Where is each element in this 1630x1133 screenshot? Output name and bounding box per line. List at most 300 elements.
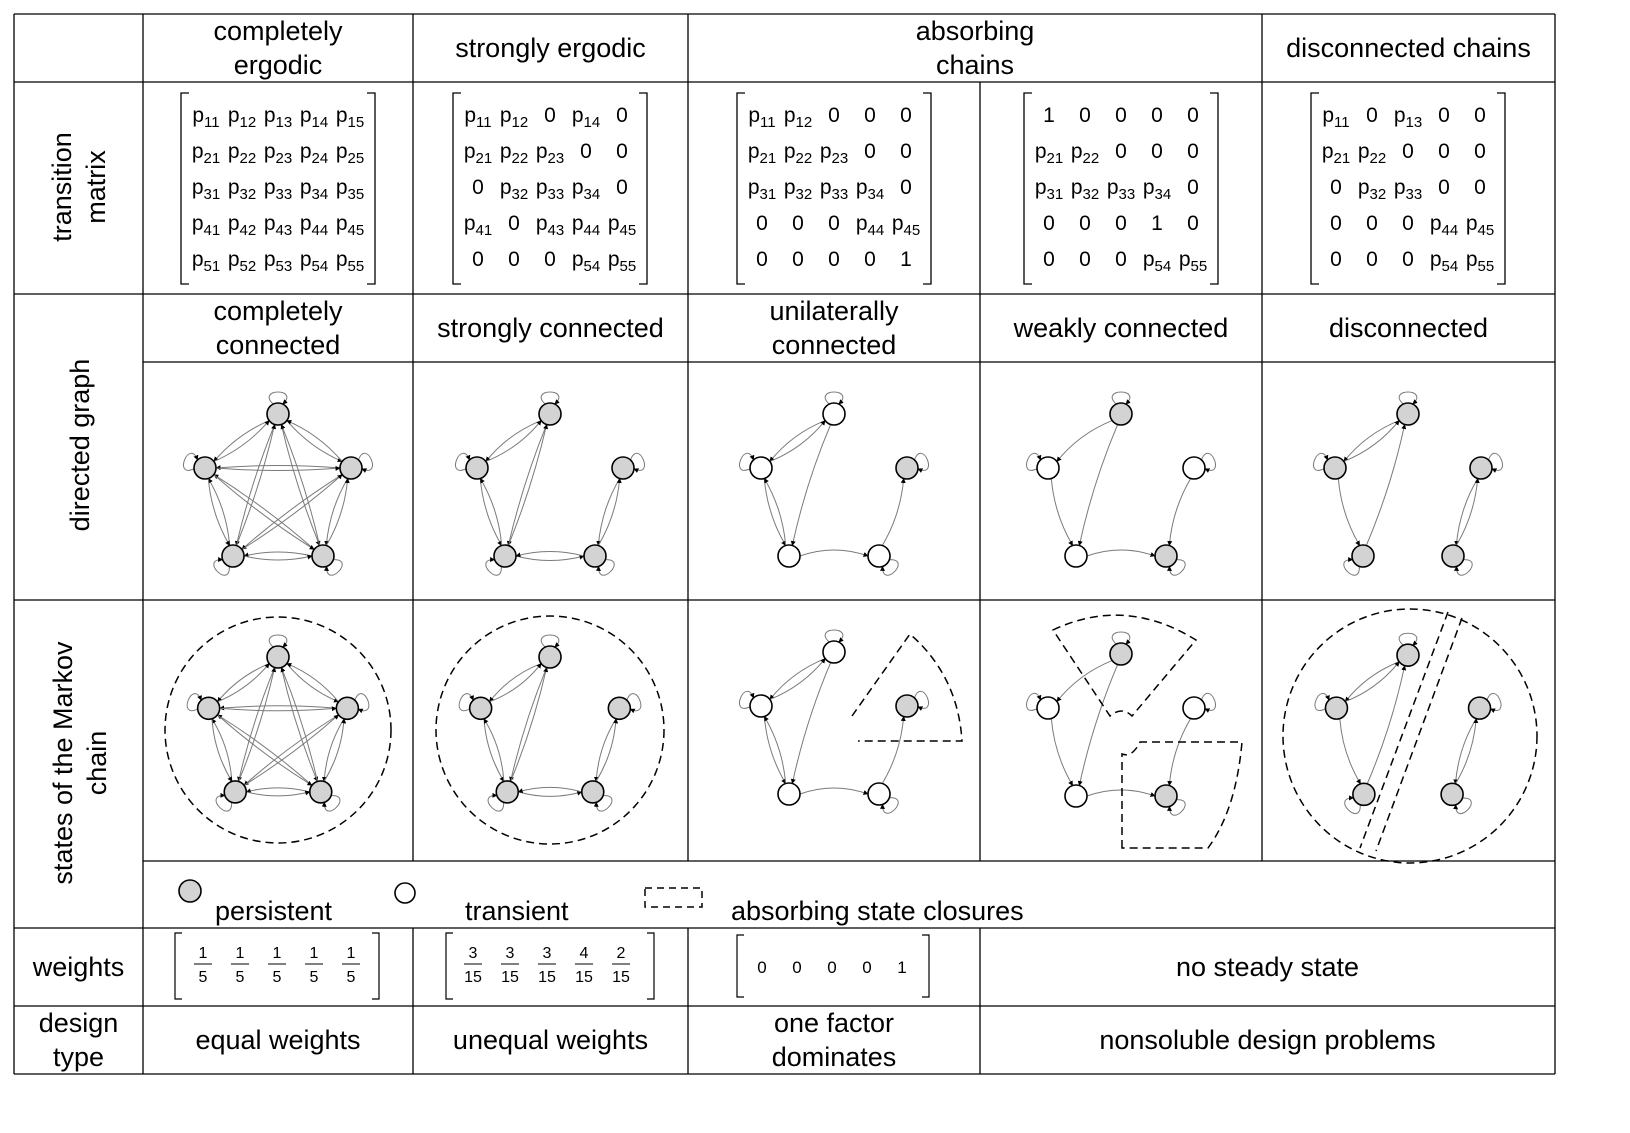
weights-unequal <box>446 933 654 999</box>
matrix-entry: 1 <box>900 248 912 271</box>
persistent-state-node <box>896 695 918 717</box>
edge-arrow <box>480 478 501 545</box>
matrix-entry: 1 <box>1151 212 1163 235</box>
edge-arrow <box>1051 718 1072 785</box>
weight-numerator: 1 <box>235 945 245 962</box>
edge-arrow <box>770 659 825 700</box>
persistent-state-node <box>222 545 244 567</box>
matrix-entry: $p_{14}$ <box>571 104 601 131</box>
edge-arrow <box>1079 664 1117 785</box>
legend-persistent-icon <box>179 880 201 902</box>
weight-numerator: 4 <box>579 945 589 962</box>
state-graph <box>1314 392 1503 575</box>
persistent-state-node <box>1352 545 1374 567</box>
matrix-bracket-left <box>737 93 745 284</box>
matrix-entry: $p_{21}$ <box>1034 140 1064 167</box>
matrix-entry: 0 <box>1115 104 1127 127</box>
transient-state-node <box>1183 697 1205 719</box>
transient-state-node <box>778 783 800 805</box>
edge-arrow <box>287 664 339 702</box>
matrix-entry: $p_{15}$ <box>335 104 365 131</box>
weight-value: 1 <box>897 958 907 977</box>
matrix-entry: 0 <box>1115 248 1127 271</box>
design-one-factor-dominates: one factor dominates <box>771 1008 897 1072</box>
header-completely-ergodic: completely ergodic <box>213 16 343 80</box>
matrix-entry: $p_{55}$ <box>1465 248 1495 275</box>
weight-denominator: 15 <box>501 969 519 986</box>
persistent-state-node <box>1470 457 1492 479</box>
matrix-entry: $p_{31}$ <box>1034 176 1064 203</box>
transient-state-node <box>1037 457 1059 479</box>
weights-absorbing <box>737 935 929 997</box>
edge-arrow <box>508 424 546 545</box>
edge-arrow <box>208 478 229 545</box>
state-graph <box>436 616 664 844</box>
edge-arrow <box>1087 790 1155 796</box>
edge-arrow <box>287 664 339 702</box>
edge-arrow <box>882 716 903 783</box>
matrix-entry: $p_{23}$ <box>535 140 565 167</box>
edge-arrow <box>281 424 319 545</box>
matrix-entry: $p_{41}$ <box>191 212 221 239</box>
matrix-entry: 0 <box>864 248 876 271</box>
matrix-entry: 0 <box>1402 248 1414 271</box>
weight-bracket-left <box>175 933 182 999</box>
weights-equal <box>175 933 379 999</box>
matrix-entry: 0 <box>792 212 804 235</box>
matrix-entry: 0 <box>864 104 876 127</box>
legend-transient-icon <box>395 883 415 903</box>
matrix-bracket-right <box>923 93 931 284</box>
persistent-state-node <box>1110 643 1132 665</box>
weight-vectors <box>175 933 929 999</box>
matrix-entry: 0 <box>1151 104 1163 127</box>
matrix-entry: 0 <box>1366 212 1378 235</box>
matrix-entry: 0 <box>1330 176 1342 199</box>
edge-arrow <box>1087 550 1155 556</box>
matrix-entry: $p_{44}$ <box>855 212 885 239</box>
matrix-bracket-left <box>181 93 189 284</box>
edge-arrow <box>246 788 310 792</box>
matrix-entry: $p_{21}$ <box>747 140 777 167</box>
matrix-entry: $p_{12}$ <box>227 104 257 131</box>
edge-arrow <box>208 478 229 545</box>
weight-denominator: 15 <box>575 969 593 986</box>
edge-arrow <box>326 478 347 545</box>
weight-value: 0 <box>862 958 872 977</box>
edge-arrow <box>882 478 903 545</box>
matrix-entry: 0 <box>1115 212 1127 235</box>
edge-arrow <box>598 478 619 545</box>
persistent-state-node <box>1353 783 1375 805</box>
state-graph <box>165 617 391 843</box>
edge-arrow <box>236 424 274 545</box>
edge-arrow <box>764 716 785 783</box>
matrix-entry: 0 <box>1330 212 1342 235</box>
transient-state-node <box>1183 457 1205 479</box>
matrix-entry: $p_{11}$ <box>1322 104 1350 131</box>
matrix-entry: $p_{21}$ <box>191 140 221 167</box>
matrix-entry: 0 <box>1438 140 1450 163</box>
weight-numerator: 1 <box>198 945 208 962</box>
edge-arrow <box>220 708 337 711</box>
persistent-state-node <box>1397 403 1419 425</box>
matrix-entry: $p_{51}$ <box>191 248 221 275</box>
matrix-entry: 0 <box>900 104 912 127</box>
edge-arrow <box>281 424 319 545</box>
transient-state-node <box>750 457 772 479</box>
matrix-entry: 1 <box>1043 104 1055 127</box>
matrix-entry: 0 <box>1079 212 1091 235</box>
design-unequal-weights: unequal weights <box>452 1025 649 1055</box>
matrix-bracket-left <box>453 93 461 284</box>
matrix-entry: 0 <box>616 176 628 199</box>
absorbing-closure <box>852 634 962 741</box>
matrix-entry: $p_{22}$ <box>1070 140 1100 167</box>
matrix-entry: $p_{24}$ <box>299 140 329 167</box>
transient-state-node <box>823 403 845 425</box>
edge-arrow <box>770 421 825 462</box>
weight-numerator: 1 <box>346 945 356 962</box>
weight-numerator: 3 <box>505 945 515 962</box>
edge-arrow <box>770 421 825 462</box>
edge-arrow <box>217 664 269 702</box>
matrix-entry: 0 <box>508 248 520 271</box>
matrix-entry: $p_{33}$ <box>1393 176 1423 203</box>
persistent-state-node <box>1442 545 1464 567</box>
matrix-entry: $p_{33}$ <box>1106 176 1136 203</box>
matrix-entry: 0 <box>472 176 484 199</box>
edge-arrow <box>1169 478 1190 545</box>
matrix-entry: 0 <box>1043 212 1055 235</box>
matrix-bracket-right <box>1497 93 1505 284</box>
subheader-unilaterally-connected: unilaterally connected <box>769 296 899 360</box>
matrix-bracket-right <box>1210 93 1218 284</box>
edge-arrow <box>518 792 582 797</box>
matrix-entry: $p_{32}$ <box>783 176 813 203</box>
matrix-entry: $p_{52}$ <box>227 248 257 275</box>
matrix-entry: 0 <box>900 176 912 199</box>
matrix-entry: 0 <box>1438 104 1450 127</box>
persistent-state-node <box>496 781 518 803</box>
persistent-state-node <box>612 457 634 479</box>
weight-denominator: 5 <box>198 969 208 986</box>
edge-arrow <box>1455 719 1476 784</box>
edge-arrow <box>1169 718 1190 785</box>
matrix-entry: 0 <box>864 140 876 163</box>
transition-matrices <box>181 93 1505 284</box>
edge-arrow <box>764 478 785 545</box>
edge-arrow <box>1057 661 1112 702</box>
matrix-entry: 0 <box>472 248 484 271</box>
subheader-weakly-connected: weakly connected <box>1013 313 1229 343</box>
matrix-entry: 0 <box>1366 248 1378 271</box>
edge-arrow <box>508 424 546 545</box>
persistent-state-node <box>267 403 289 425</box>
transition-matrix <box>181 93 375 284</box>
persistent-state-node <box>1324 457 1346 479</box>
matrix-bracket-right <box>367 93 375 284</box>
persistent-state-node <box>224 781 246 803</box>
design-nonsoluble: nonsoluble design problems <box>1099 1025 1436 1055</box>
edge-arrow <box>516 552 584 557</box>
transient-state-node <box>1037 697 1059 719</box>
matrix-entry: 0 <box>544 248 556 271</box>
matrix-entry: 0 <box>1043 248 1055 271</box>
edge-arrow <box>1344 421 1399 462</box>
weight-denominator: 5 <box>346 969 356 986</box>
header-strongly-ergodic: strongly ergodic <box>455 33 646 63</box>
matrix-entry: $p_{21}$ <box>1321 140 1351 167</box>
matrix-entry: 0 <box>1366 104 1378 127</box>
persistent-state-node <box>1155 545 1177 567</box>
matrix-entry: $p_{11}$ <box>748 104 776 131</box>
matrix-entry: 0 <box>1079 248 1091 271</box>
matrix-entry: $p_{21}$ <box>463 140 493 167</box>
matrix-entry: $p_{45}$ <box>891 212 921 239</box>
edge-arrow <box>596 719 616 782</box>
matrix-entry: $p_{34}$ <box>1142 176 1172 203</box>
state-graph <box>456 392 645 575</box>
edge-arrow <box>518 787 582 792</box>
edge-arrow <box>764 716 785 783</box>
edge-arrow <box>220 706 337 709</box>
edge-arrow <box>486 421 541 462</box>
matrix-entry: $p_{22}$ <box>499 140 529 167</box>
edge-arrow <box>1345 662 1399 702</box>
matrix-entry: 0 <box>1187 140 1199 163</box>
design-equal-weights: equal weights <box>195 1025 361 1055</box>
matrix-entry: $p_{54}$ <box>299 248 329 275</box>
edge-arrow <box>792 662 830 783</box>
legend-symbols <box>179 880 702 907</box>
matrix-entry: $p_{33}$ <box>263 176 293 203</box>
matrix-entry: $p_{44}$ <box>299 212 329 239</box>
matrix-entry: $p_{53}$ <box>263 248 293 275</box>
transient-state-node <box>778 545 800 567</box>
persistent-state-node <box>608 697 630 719</box>
matrix-bracket-right <box>639 93 647 284</box>
matrix-entry: $p_{22}$ <box>783 140 813 167</box>
edge-arrow <box>287 421 342 462</box>
edge-arrow <box>1340 719 1361 784</box>
persistent-state-node <box>312 545 334 567</box>
edge-arrow <box>489 664 541 702</box>
persistent-state-node <box>1155 785 1177 807</box>
state-graph <box>1283 609 1537 863</box>
edge-arrow <box>1345 662 1399 702</box>
transition-matrix <box>1311 93 1505 284</box>
persistent-state-node <box>1469 697 1491 719</box>
matrix-entry: 0 <box>1474 140 1486 163</box>
edge-arrow <box>214 421 269 462</box>
matrix-entry: 0 <box>1474 176 1486 199</box>
persistent-state-node <box>466 457 488 479</box>
matrix-entry: $p_{35}$ <box>335 176 365 203</box>
matrix-entry: $p_{44}$ <box>571 212 601 239</box>
subheader-disconnected: disconnected <box>1328 313 1489 343</box>
weight-denominator: 5 <box>272 969 282 986</box>
matrix-entry: $p_{34}$ <box>299 176 329 203</box>
weight-bracket-right <box>372 933 379 999</box>
absorbing-closure <box>1122 742 1242 848</box>
matrix-entry: $p_{42}$ <box>227 212 257 239</box>
matrix-entry: $p_{54}$ <box>1429 248 1459 275</box>
matrix-entry: 0 <box>1402 140 1414 163</box>
matrix-entry: 0 <box>616 104 628 127</box>
transition-matrix <box>1024 93 1218 284</box>
absorbing-closure <box>1053 615 1196 716</box>
legend-absorbing-icon <box>645 888 702 907</box>
weight-bracket-right <box>922 935 929 997</box>
edge-arrow <box>800 788 868 794</box>
transient-state-node <box>750 695 772 717</box>
persistent-state-node <box>470 697 492 719</box>
edge-arrow <box>1366 424 1404 545</box>
matrix-entry: $p_{31}$ <box>747 176 777 203</box>
matrix-entry: $p_{33}$ <box>819 176 849 203</box>
edge-arrow <box>1455 719 1476 784</box>
rowlabel-directed-graph: directed graph <box>65 358 95 532</box>
persistent-state-node <box>198 697 220 719</box>
weights-no-steady-state: no steady state <box>1175 952 1360 982</box>
matrix-entry: $p_{54}$ <box>1142 248 1172 275</box>
matrix-entry: 0 <box>900 140 912 163</box>
edge-arrow <box>770 659 825 700</box>
transient-state-node <box>868 545 890 567</box>
weight-bracket-left <box>737 935 744 997</box>
edge-arrow <box>244 552 312 556</box>
transition-matrix <box>453 93 647 284</box>
matrix-entry: $p_{23}$ <box>263 140 293 167</box>
matrix-entry: $p_{44}$ <box>1429 212 1459 239</box>
state-graph <box>1027 615 1242 848</box>
matrix-entry: $p_{43}$ <box>535 212 565 239</box>
edge-arrow <box>1456 478 1477 545</box>
edge-arrow <box>511 667 547 781</box>
matrix-entry: $p_{55}$ <box>607 248 637 275</box>
matrix-entry: $p_{32}$ <box>1357 176 1387 203</box>
rowlabel-transition-matrix: transition matrix <box>47 132 111 242</box>
edge-arrow <box>244 556 312 560</box>
matrix-entry: $p_{55}$ <box>335 248 365 275</box>
state-graph <box>184 392 373 575</box>
edge-arrow <box>511 667 547 781</box>
edge-arrow <box>287 421 342 462</box>
matrix-entry: $p_{55}$ <box>1178 248 1208 275</box>
matrix-entry: 0 <box>508 212 520 235</box>
edge-arrow <box>1367 666 1404 784</box>
edge-arrow <box>1338 478 1359 545</box>
matrix-entry: $p_{23}$ <box>819 140 849 167</box>
edge-arrow <box>792 424 830 545</box>
matrix-entry: 0 <box>1079 104 1091 127</box>
matrix-entry: 0 <box>1151 140 1163 163</box>
rowlabel-weights: weights <box>32 952 125 982</box>
transition-matrix <box>737 93 931 284</box>
weight-numerator: 2 <box>616 945 626 962</box>
matrix-bracket-left <box>1024 93 1032 284</box>
matrix-entry: 0 <box>1187 104 1199 127</box>
legend-absorbing-label: absorbing state closures <box>731 896 1024 926</box>
edge-arrow <box>598 478 619 545</box>
edge-arrow <box>1079 424 1117 545</box>
weight-denominator: 15 <box>538 969 556 986</box>
matrix-entry: 0 <box>756 248 768 271</box>
matrix-entry: $p_{22}$ <box>227 140 257 167</box>
subheader-completely-connected: completely connected <box>213 296 343 360</box>
matrix-entry: 0 <box>1330 248 1342 271</box>
edge-arrow <box>212 719 232 782</box>
state-graph <box>740 392 929 575</box>
matrix-entry: 0 <box>1438 176 1450 199</box>
matrix-entry: $p_{54}$ <box>571 248 601 275</box>
matrix-entry: 0 <box>1187 176 1199 199</box>
edge-arrow <box>489 664 541 702</box>
edge-arrow <box>216 468 340 471</box>
legend-transient-label: transient <box>465 896 569 926</box>
matrix-entry: $p_{13}$ <box>1393 104 1423 131</box>
persistent-state-node <box>494 545 516 567</box>
matrix-entry: $p_{41}$ <box>463 212 493 239</box>
persistent-state-node <box>896 457 918 479</box>
rowlabel-design-type: design type <box>38 1008 119 1072</box>
matrix-entry: 0 <box>1187 212 1199 235</box>
matrix-entry: 0 <box>828 212 840 235</box>
matrix-entry: $p_{43}$ <box>263 212 293 239</box>
matrix-bracket-left <box>1311 93 1319 284</box>
matrix-entry: 0 <box>792 248 804 271</box>
edge-arrow <box>486 421 541 462</box>
weight-numerator: 1 <box>272 945 282 962</box>
weight-denominator: 5 <box>309 969 319 986</box>
edge-arrow <box>246 792 310 796</box>
persistent-state-node <box>584 545 606 567</box>
edge-arrow <box>1344 421 1399 462</box>
matrix-entry: $p_{45}$ <box>607 212 637 239</box>
matrix-entry: $p_{34}$ <box>855 176 885 203</box>
persistent-state-node <box>310 781 332 803</box>
edge-arrow <box>1456 478 1477 545</box>
weight-value: 0 <box>827 958 837 977</box>
matrix-entry: 0 <box>616 140 628 163</box>
edge-arrow <box>480 478 501 545</box>
edge-arrow <box>214 421 269 462</box>
legend-persistent-label: persistent <box>215 896 333 926</box>
edge-arrow <box>516 556 584 561</box>
matrix-entry: 0 <box>1474 104 1486 127</box>
persistent-state-node <box>539 646 561 668</box>
weight-bracket-left <box>446 933 453 999</box>
weight-numerator: 3 <box>542 945 552 962</box>
edge-arrow <box>596 719 616 782</box>
persistent-state-node <box>1397 644 1419 666</box>
matrix-entry: $p_{11}$ <box>192 104 220 131</box>
edge-arrow <box>800 550 868 556</box>
edge-arrow <box>484 719 504 782</box>
edge-arrow <box>216 466 340 469</box>
directed-graphs <box>165 392 1537 863</box>
matrix-entry: $p_{32}$ <box>227 176 257 203</box>
matrix-entry: $p_{32}$ <box>1070 176 1100 203</box>
matrix-entry: $p_{34}$ <box>571 176 601 203</box>
matrix-entry: 0 <box>828 248 840 271</box>
transient-state-node <box>1065 545 1087 567</box>
transient-state-node <box>823 641 845 663</box>
edge-arrow <box>212 719 232 782</box>
matrix-entry: $p_{12}$ <box>783 104 813 131</box>
edge-arrow <box>1057 421 1112 462</box>
